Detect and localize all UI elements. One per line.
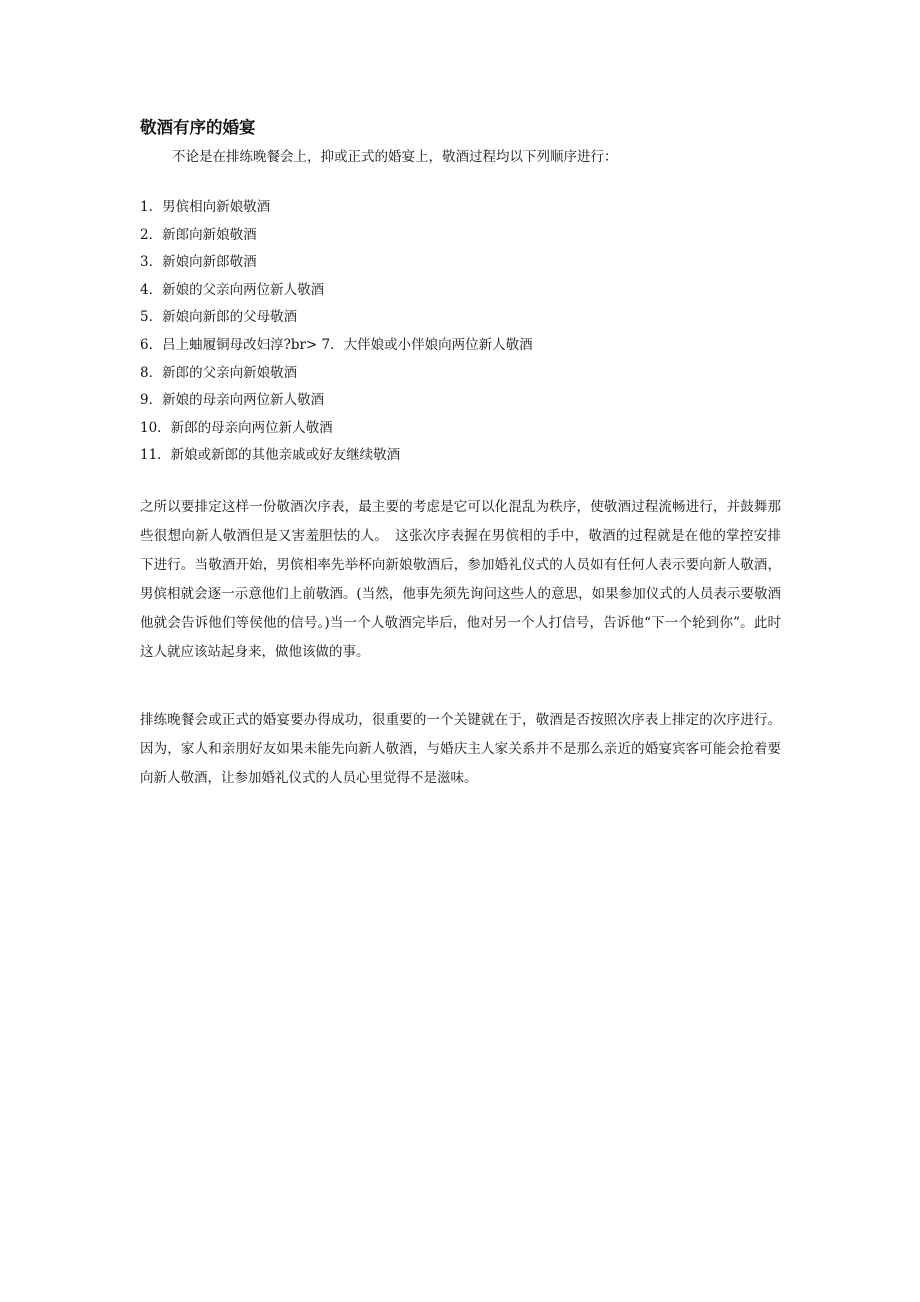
list-item: 5．新娘向新郎的父母敬酒 bbox=[140, 309, 298, 326]
list-item: 9．新娘的母亲向两位新人敬酒 bbox=[140, 392, 325, 409]
list-item: 6．吕上蚰履铜母改妇淳?br> 7．大伴娘或小伴娘向两位新人敬酒 bbox=[140, 336, 533, 353]
document-title: 敬酒有序的婚宴 bbox=[140, 118, 256, 137]
list-item: 3．新娘向新郎敬酒 bbox=[140, 254, 257, 271]
list-item: 1．男傧相向新娘敬酒 bbox=[140, 199, 271, 215]
list-item: 2．新郎向新娘敬酒 bbox=[140, 226, 257, 243]
list-item: 11．新娘或新郎的其他亲戚或好友继续敬酒 bbox=[140, 447, 401, 464]
body-paragraph-1: 之所以要排定这样一份敬酒次序表，最主要的考虑是它可以化混乱为秩序，使敬酒过程流畅进行，并鼓舞那些很想向新人敬酒但是又害羞胆怯的人。 这张次序表握在男傧相的手中，敬酒的过程就是在他的掌控安排下进行。当敬酒开始，男傧相率先举杯向新娘敬酒后，参加婚礼仪式的人员如有任何人表示要向新人敬酒，男傧相就会逐一示意他们上前敬酒。(当然，他事先须先询问这些人的意思，如果参加仪式的人员表示要敬酒他就会告诉他们等侯他的信号。)当一个人敬酒完毕后，他对另一个人打信号，告诉他“下一个轮到你”。此时这人就应该站起身来，做他该做的事。 bbox=[140, 499, 781, 660]
body-paragraph-2: 排练晚餐会或正式的婚宴要办得成功，很重要的一个关键就在于，敬酒是否按照次序表上排定的次序进行。因为，家人和亲朋好友如果未能先向新人敬酒，与婚庆主人家关系并不是那么亲近的婚宴宾客可能会抢着要向新人敬酒，让参加婚礼仪式的人员心里觉得不是滋味。 bbox=[140, 712, 781, 786]
toast-order-list bbox=[140, 194, 533, 470]
list-item: 8．新郎的父亲向新娘敬酒 bbox=[140, 364, 298, 381]
intro-text: 不论是在排练晚餐会上，抑或正式的婚宴上，敬酒过程均以下列顺序进行： bbox=[172, 149, 618, 165]
list-item: 10．新郎的母亲向两位新人敬酒 bbox=[140, 419, 333, 436]
list-item: 4．新娘的父亲向两位新人敬酒 bbox=[140, 281, 325, 298]
